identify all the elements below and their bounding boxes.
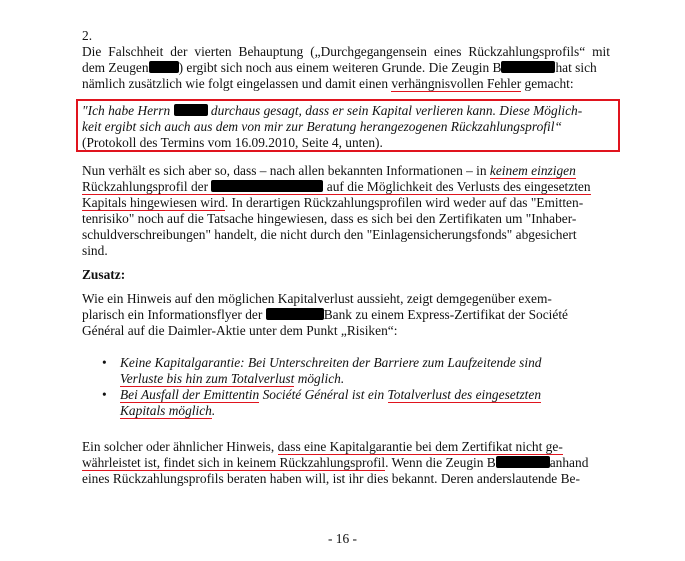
para1-line3: nämlich zusätzlich wie folgt eingelassen und damit einen verhängnisvollen Fehler gemacht: [82,76,574,91]
redaction [496,456,550,468]
para1-line2: dem Zeugen ) ergibt sich noch aus einem weiteren Grunde. Die Zeugin B hat sich [82,60,597,75]
quote-line2: keit ergibt sich auch aus dem von mir zur Beratung herangezogenen Rückzahlungsprofil“ [82,119,562,134]
para4-line1: Ein solcher oder ähnlicher Hinweis, dass eine Kapitalgarantie bei dem Zertifikat nicht ge- [82,439,563,454]
underlined-text: Kapitals möglich [120,403,212,418]
paragraph-3 [82,291,610,339]
bullet-icon: • [102,355,107,370]
redaction [266,308,324,320]
para2-line5: schuldverschreibungen" handelt, die nicht durch den "Einlagensicherungsfonds" abgesichert [82,227,577,242]
para2-line4: tenrisiko" noch auf die Tatsache hingewiesen, dass es sich bei den Zertifikaten um "Inhaber- [82,211,577,226]
para2-line1: Nun verhält es sich aber so, dass – nach allen bekannten Informationen – in keinem einzigen [82,163,576,178]
risk-bullet-list [82,355,610,419]
underlined-text: Bei Ausfall der Emittentin [120,387,260,402]
section-number: 2. [82,28,93,43]
para1-line1: Die Falschheit der vierten Behauptung („Durchgegangensein eines Rückzahlungsprofils“ mit [82,44,610,59]
bullet-item-capital-guarantee: • Keine Kapitalgarantie: Bei Unterschreiten der Barriere zum Laufzeitende sind Verluste bis hin zum Totalverlust möglich. [102,355,542,386]
para3-line2: plarisch ein Informationsflyer der Bank zu einem Express-Zertifikat der Société [82,307,568,322]
para2-line6: sind. [82,243,108,258]
underlined-text: Rückzahlungsprofil der auf die Möglichkeit des Verlusts des eingesetzten [82,179,591,194]
underlined-text: währleistet ist, findet sich in keinem Rückzahlungsprofil [82,455,386,470]
underlined-text: verhängnisvollen Fehler [391,76,522,91]
para4-line3: eines Rückzahlungsprofils beraten haben will, ist ihr dies bekannt. Deren anderslautende Be- [82,471,580,486]
redaction [174,104,208,116]
underlined-text: dass eine Kapitalgarantie bei dem Zertifikat nicht ge- [277,439,563,454]
bullet-item-issuer-default: • Bei Ausfall der Emittentin Société Général ist ein Totalverlust des eingesetzten Kapitals möglich. [102,387,542,418]
redaction [501,61,555,73]
para4-line2: währleistet ist, findet sich in keinem Rückzahlungsprofil. Wenn die Zeugin B anhand [82,455,589,470]
paragraph-4 [82,439,610,487]
underlined-text: keinem einzigen [489,163,576,178]
page-number: - 16 - [327,531,357,546]
redaction [211,180,323,192]
underlined-text: Totalverlust des eingesetzten [387,387,542,402]
para3-line1: Wie ein Hinweis auf den möglichen Kapitalverlust aussieht, zeigt demgegenüber exem- [82,291,552,306]
para2-line3: Kapitals hingewiesen wird. In derartigen Rückzahlungsprofilen wird weder auf das "Emitten- [82,195,584,210]
underlined-text: Kapitals hingewiesen wird [82,195,225,210]
para2-line2 [82,179,610,195]
bullet-icon: • [102,387,107,402]
redaction [149,61,179,73]
para3-line3: Général auf die Daimler-Aktie unter dem Punkt „Risiken“: [82,323,398,338]
quote-block [82,103,612,151]
paragraph-1 [82,44,610,92]
zusatz-heading: Zusatz: [82,267,126,282]
quote-citation: (Protokoll des Termins vom 16.09.2010, Seite 4, unten). [82,135,383,150]
underlined-text: Verluste bis hin zum Totalverlust [120,371,295,386]
paragraph-2 [82,163,610,259]
quote-line1: "Ich habe Herrn durchaus gesagt, dass er sein Kapital verlieren kann. Diese Möglich- [82,103,583,118]
